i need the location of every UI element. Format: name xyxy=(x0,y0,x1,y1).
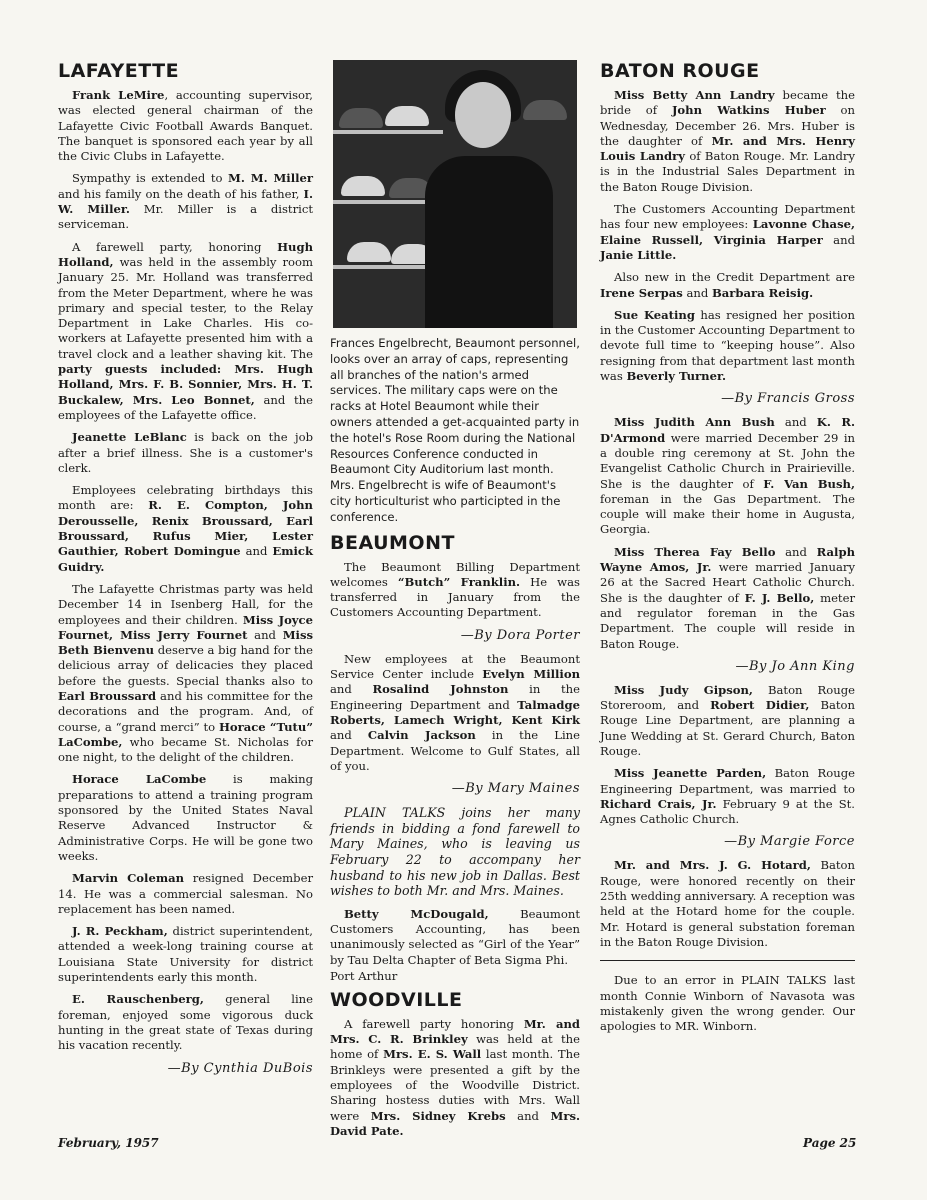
farewell-note: PLAIN TALKS joins her many friends in bidding a fond farewell to Mary Maines, who is leaving us February 22 to accompany her husband to his new job in Dallas. Best wishes to both Mr. and Mrs. Maines. xyxy=(330,805,580,899)
paragraph: Betty McDougald, Beaumont Customers Accounting, has been unanimously selected as “Girl of the Year” by Tau Delta Chapter of Beta Sigma Phi. xyxy=(330,906,581,967)
paragraph: The Customers Accounting Department has four new employees: Lavonne Chase, Elaine Russell, Virginia Harper and Janie Little. xyxy=(600,202,856,262)
paragraph: Mr. and Mrs. J. G. Hotard, Baton Rouge, were honored recently on their 25th wedding anniversary. A reception was held at the Hotard home for the couple. Mr. Hotard is general substation foreman in the Baton Rouge Division. xyxy=(600,858,855,949)
byline: —By Margie Force xyxy=(724,834,855,850)
photo-caption: Frances Engelbrecht, Beaumont personnel, looks over an array of caps, representing all branches of the nation's armed services. The military caps were on the racks at Hotel Beaumont while their owners attended a get-acquainted party in the hotel's Rose Room during the National Resources Conference conducted in Beaumont City Auditorium last month. Mrs. Engelbrecht is wife of Beaumont's city horticulturist who participted in the conference. xyxy=(330,336,580,524)
section-heading-beaumont: BEAUMONT xyxy=(330,531,455,554)
paragraph: Miss Jeanette Parden, Baton Rouge Engineering Department, was married to Richard Crais, Jr. February 9 at the St. Agnes Catholic Church. xyxy=(600,766,856,827)
byline: —By Cynthia DuBois xyxy=(167,1060,313,1076)
paragraph: Miss Judith Ann Bush and K. R. D'Armond were married December 29 in a double ring ceremony at St. John the Evangelist Catholic Church in Prairieville. She is the daughter of F. Van Bush, foreman in the Gas Department. The couple will make their home in Augusta, Georgia. xyxy=(600,415,855,537)
paragraph: Miss Judy Gipson, Baton Rouge Storeroom, and Robert Didier, Baton Rouge Line Department, are planning a June Wedding at St. Gerard Church, Baton Rouge. xyxy=(600,682,856,758)
footer-date: February, 1957 xyxy=(58,1136,159,1150)
paragraph: Also new in the Credit Department are Irene Serpas and Barbara Reisig. xyxy=(600,270,855,300)
column-baton-rouge xyxy=(600,60,855,1041)
paragraph: Miss Betty Ann Landry became the bride of John Watkins Huber on Wednesday, December 26. Mrs. Huber is the daughter of Mr. and Mrs. Henry Louis Landry of Baton Rouge. Mr. Landry is in the Industrial Sales Department in the Baton Rouge Division. xyxy=(600,88,856,194)
paragraph: A farewell party, honoring Hugh Holland, was held in the assembly room January 25. Mr. Holland was transferred from the Meter Department, where he was primary and special tester, to the Relay Department in Lake Charles. His co-workers at Lafayette presented him with a travel clock and a leather shaving kit. The party guests included: Mrs. Hugh Holland, Mrs. F. B. Sonnier, Mrs. H. T. Buckalew, Mrs. Leo Bonnet, and the employees of the Lafayette office. xyxy=(58,239,313,422)
column-beaumont xyxy=(330,60,580,1146)
paragraph: Frank LeMire, accounting supervisor, was elected general chairman of the Lafayette Civic Football Awards Banquet. The banquet is sponsored each year by all the Civic Clubs in Lafayette. xyxy=(58,88,313,164)
byline: —By Jo Ann King xyxy=(735,658,855,674)
paragraph: Jeanette LeBlanc is back on the job after a brief illness. She is a customer's clerk. xyxy=(58,430,313,475)
section-heading-baton-rouge: BATON ROUGE xyxy=(600,60,760,82)
paragraph: Miss Therea Fay Bello and Ralph Wayne Amos, Jr. were married January 26 at the Sacred Heart Catholic Church. She is the daughter of F. J. Bello, meter and regulator foreman in the Gas Department. The couple will reside in Baton Rouge. xyxy=(600,544,855,651)
place-label: Port Arthur xyxy=(330,968,398,983)
paragraph: Marvin Coleman resigned December 14. He was a commercial salesman. No replacement has been named. xyxy=(58,871,313,916)
section-heading-lafayette: LAFAYETTE xyxy=(58,60,180,82)
footer-page-number: Page 25 xyxy=(803,1136,857,1150)
byline: —By Francis Gross xyxy=(721,391,855,407)
paragraph: Sympathy is extended to M. M. Miller and his family on the death of his father, I. W. Miller. Mr. Miller is a district serviceman. xyxy=(58,171,314,232)
paragraph: The Beaumont Billing Department welcomes “Butch” Franklin. He was transferred in January from the Customers Accounting Department. xyxy=(330,559,580,620)
byline: —By Mary Maines xyxy=(451,781,580,797)
paragraph: Sue Keating has resigned her position in the Customer Accounting Department to devote full time to “keeping house”. Also resigning from that department last month was Beverly Turner. xyxy=(600,307,855,384)
divider xyxy=(600,960,855,961)
section-heading-woodville: WOODVILLE xyxy=(330,988,463,1011)
byline: —By Dora Porter xyxy=(460,627,580,643)
column-lafayette xyxy=(58,60,313,1085)
woman-with-military-caps-photo xyxy=(333,60,577,328)
paragraph: A farewell party honoring Mr. and Mrs. C. R. Brinkley was held at the home of Mrs. E. S. Wall last month. The Brinkleys were presented a gift by the employees of the Woodville District. Sharing hostess duties with Mrs. Wall were Mrs. Sidney Krebs and Mrs. David Pate. xyxy=(330,1016,581,1138)
paragraph: Horace LaCombe is making preparations to attend a training program sponsored by the United States Naval Reserve Advanced Instructor & Administrative Corps. He will be gone two weeks. xyxy=(58,772,313,863)
paragraph: New employees at the Beaumont Service Center include Evelyn Million and Rosalind Johnston in the Engineering Department and Talmadge Roberts, Lamech Wright, Kent Kirk and Calvin Jackson in the Line Department. Welcome to Gulf States, all of you. xyxy=(330,651,580,773)
paragraph: J. R. Peckham, district superintendent, attended a week-long training course at Louisiana State University for district superintendents early this month. xyxy=(58,924,313,985)
paragraph: Employees celebrating birthdays this month are: R. E. Compton, John Derousselle, Renix Broussard, Earl Broussard, Rufus Mier, Lester Gauthier, Robert Domingue and Emick Guidry. xyxy=(58,483,313,574)
paragraph: The Lafayette Christmas party was held December 14 in Isenberg Hall, for the employees and their children. Miss Joyce Fournet, Miss Jerry Fournet and Miss Beth Bienvenu deserve a big hand for the delicious array of delicacies they placed before the guests. Special thanks also to Earl Broussard and his committee for the decorations and the program. And, of course, a “grand merci” to Horace “Tutu” LaCombe, who became St. Nicholas for one night, to the delight of the children. xyxy=(58,581,314,765)
correction-note: Due to an error in PLAIN TALKS last month Connie Winborn of Navasota was mistakenly given the wrong gender. Our apologies to MR. Winborn. xyxy=(600,973,855,1034)
paragraph: E. Rauschenberg, general line foreman, enjoyed some vigorous duck hunting in the great state of Texas during his vacation recently. xyxy=(58,992,313,1053)
